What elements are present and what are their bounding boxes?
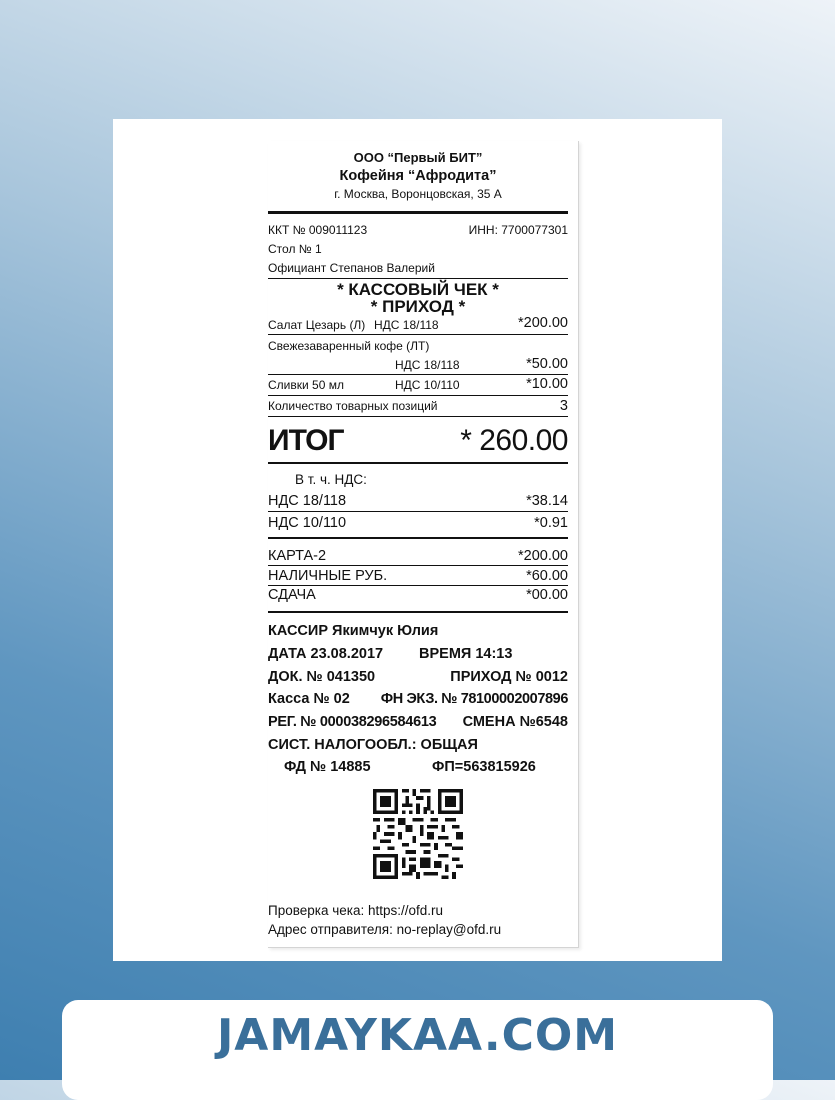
check-url: Проверка чека: https://ofd.ru	[268, 903, 444, 918]
payment-value: *200.00	[518, 548, 568, 564]
divider	[268, 585, 568, 586]
divider	[268, 611, 568, 613]
divider	[268, 395, 568, 396]
fp-number: ФП=563815926	[432, 759, 536, 775]
payment-value: *60.00	[526, 568, 568, 584]
shift-number: СМЕНА №6548	[462, 714, 568, 730]
waiter: Официант Степанов Валерий	[268, 261, 435, 275]
kassa-number: Касса № 02	[268, 691, 350, 707]
total-value: * 260.00	[460, 424, 568, 457]
item-name: Салат Цезарь (Л)	[268, 318, 366, 332]
item-name: Свежезаваренный кофе (ЛТ)	[268, 339, 430, 353]
divider	[268, 416, 568, 417]
payment-label: НАЛИЧНЫЕ РУБ.	[268, 568, 388, 584]
kkt-number: ККТ № 009011123	[268, 223, 368, 237]
inn: ИНН: 7700077301	[468, 223, 568, 237]
fn-number: ФН ЭКЗ. № 78100002007896	[380, 691, 568, 707]
sender-email: Адрес отправителя: no-replay@ofd.ru	[268, 922, 502, 937]
kkt-row	[268, 223, 568, 237]
item-vat: НДС 18/118	[374, 318, 439, 332]
receipt-number: ПРИХОД № 0012	[450, 669, 568, 685]
watermark-text: JAMAYKAA.COM	[216, 1010, 619, 1061]
vat-value: *0.91	[534, 515, 568, 531]
date: ДАТА 23.08.2017	[268, 646, 384, 662]
item-price: *200.00	[518, 315, 568, 331]
time: ВРЕМЯ 14:13	[419, 646, 513, 662]
item-vat: НДС 10/110	[395, 378, 460, 392]
payment-value: *00.00	[526, 587, 568, 603]
company-name: ООО “Первый БИТ”	[353, 150, 483, 165]
shop-address: г. Москва, Воронцовская, 35 А	[334, 187, 502, 201]
item-count-label: Количество товарных позиций	[268, 399, 438, 413]
tax-system: СИСТ. НАЛОГООБЛ.: ОБЩАЯ	[268, 737, 478, 753]
item-count-value: 3	[559, 398, 568, 414]
table-number: Стол № 1	[268, 242, 322, 256]
divider	[268, 565, 568, 566]
divider	[268, 537, 568, 539]
qr-code	[373, 789, 463, 879]
item-price: *10.00	[526, 376, 568, 392]
fd-number: ФД № 14885	[284, 759, 371, 775]
total-label: ИТОГ	[268, 424, 344, 457]
document-number: ДОК. № 041350	[268, 669, 376, 685]
receipt-title: * КАССОВЫЙ ЧЕК *	[337, 280, 499, 299]
cashier: КАССИР Якимчук Юлия	[268, 623, 439, 639]
receipt	[268, 141, 579, 948]
item-vat: НДС 18/118	[395, 358, 460, 372]
divider	[268, 374, 568, 375]
payment-label: СДАЧА	[268, 587, 316, 603]
vat-label: НДС 10/110	[268, 515, 347, 531]
reg-number: РЕГ. № 000038296584613	[268, 714, 437, 730]
shop-name: Кофейня “Афродита”	[339, 168, 497, 184]
payment-label: КАРТА-2	[268, 548, 327, 564]
divider	[268, 334, 568, 335]
item-price: *50.00	[526, 356, 568, 372]
receipt-type: * ПРИХОД *	[370, 297, 466, 316]
divider	[268, 211, 568, 214]
divider	[268, 462, 568, 464]
divider	[268, 511, 568, 512]
vat-heading: В т. ч. НДС:	[295, 472, 367, 487]
divider	[268, 278, 568, 279]
item-name: Сливки 50 мл	[268, 378, 344, 392]
vat-value: *38.14	[526, 493, 568, 509]
vat-label: НДС 18/118	[268, 493, 347, 509]
